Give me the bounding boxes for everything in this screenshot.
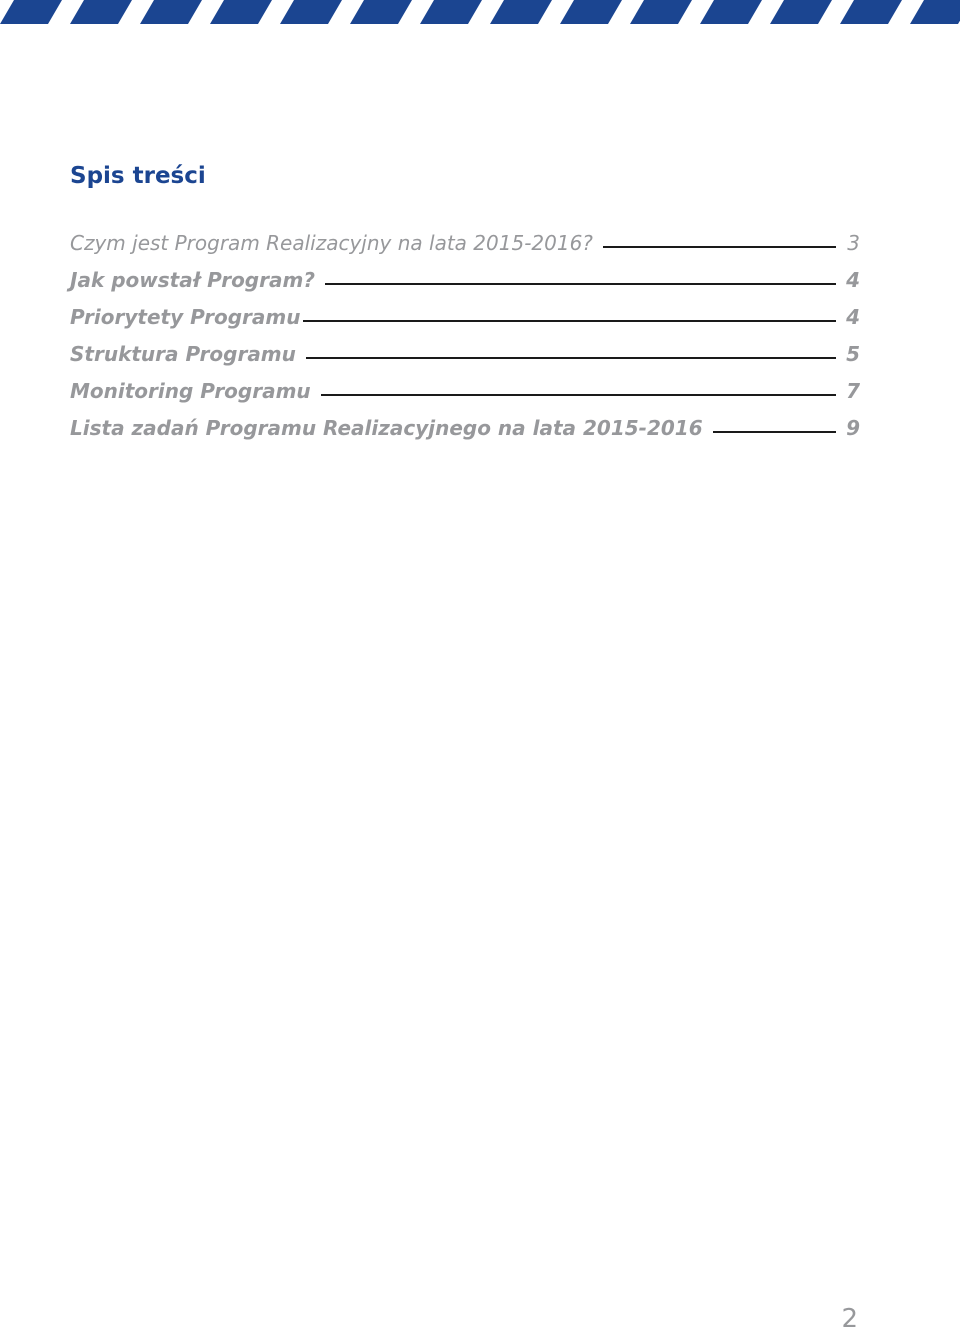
toc-entry-label: Lista zadań Programu Realizacyjnego na lata 2015-2016 [70, 416, 703, 440]
toc-leader-line [713, 431, 836, 433]
toc-title: Spis treści [70, 163, 206, 189]
toc-leader-line [303, 320, 837, 322]
toc-leader-line [325, 283, 836, 285]
toc-leader-line [603, 246, 836, 248]
stripe [280, 0, 342, 24]
stripe [140, 0, 202, 24]
stripe [490, 0, 552, 24]
toc-leader-line [321, 394, 836, 396]
toc-entry-page: 7 [846, 379, 860, 403]
toc-entry[interactable] [70, 228, 860, 265]
toc-entry[interactable] [70, 339, 860, 376]
stripe [630, 0, 692, 24]
toc-entry-page: 4 [846, 268, 860, 292]
stripe [840, 0, 902, 24]
stripe [420, 0, 482, 24]
stripe [770, 0, 832, 24]
toc-entry-label: Czym jest Program Realizacyjny na lata 2015-2016? [70, 231, 593, 255]
stripe [560, 0, 622, 24]
toc-entry-page: 3 [847, 231, 860, 255]
decorative-stripe-bar [0, 0, 960, 24]
toc-entry-label: Struktura Programu [70, 342, 296, 366]
stripe [70, 0, 132, 24]
stripe [350, 0, 412, 24]
toc-entry-page: 9 [846, 416, 860, 440]
toc-entry-page: 5 [846, 342, 860, 366]
stripe [700, 0, 762, 24]
toc-leader-line [306, 357, 836, 359]
toc-entry-label: Priorytety Programu [70, 305, 301, 329]
stripe [210, 0, 272, 24]
stripe [910, 0, 960, 24]
table-of-contents [70, 228, 860, 450]
stripe-pattern [0, 0, 960, 24]
toc-entry[interactable] [70, 302, 860, 339]
toc-entry-page: 4 [846, 305, 860, 329]
page-number: 2 [841, 1304, 858, 1334]
toc-entry[interactable] [70, 376, 860, 413]
toc-entry-label: Jak powstał Program? [70, 268, 315, 292]
stripe [0, 0, 62, 24]
toc-entry-label: Monitoring Programu [70, 379, 311, 403]
toc-entry[interactable] [70, 265, 860, 302]
toc-entry[interactable] [70, 413, 860, 450]
